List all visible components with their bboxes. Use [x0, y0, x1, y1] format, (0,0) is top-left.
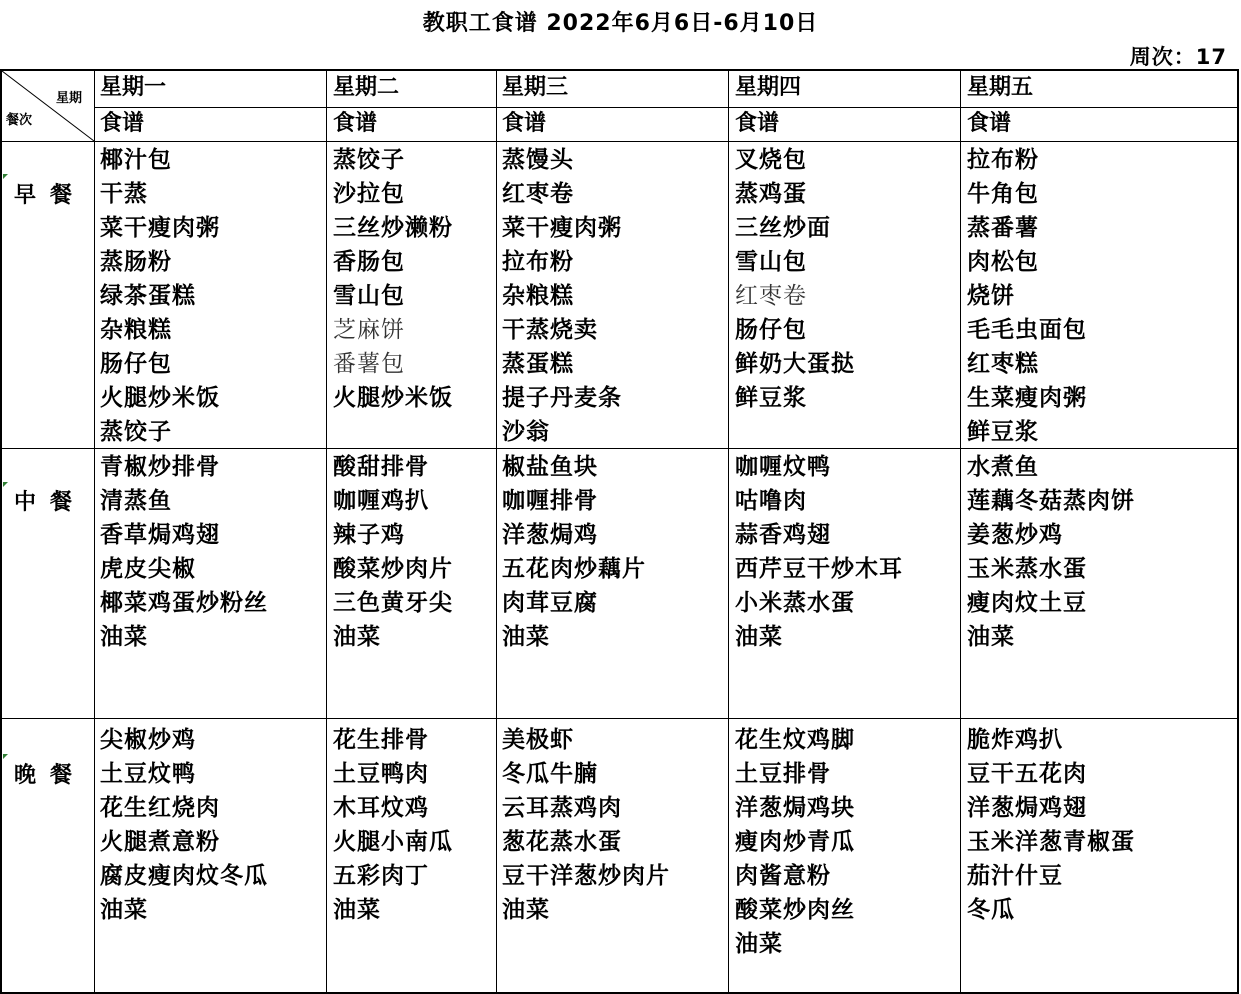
dish-item: 叉烧包 [735, 147, 807, 173]
dish-item: 土豆鸭肉 [333, 761, 429, 787]
dish-item: 瘦肉炆土豆 [967, 590, 1087, 616]
dish-item: 脆炸鸡扒 [967, 727, 1063, 753]
dish-item: 火腿炒米饭 [100, 385, 220, 411]
dish-item: 姜葱炒鸡 [967, 522, 1063, 548]
dish-item: 三色黄牙尖 [333, 590, 453, 616]
dish-item: 辣子鸡 [333, 522, 405, 548]
dish-item: 杂粮糕 [100, 317, 172, 343]
dish-item: 香草焗鸡翅 [100, 522, 220, 548]
dish-item: 绿茶蛋糕 [100, 283, 196, 309]
day-header-fri: 星期五 [967, 75, 1034, 100]
dish-item: 冬瓜牛腩 [502, 761, 598, 787]
dish-item: 酸菜炒肉片 [333, 556, 453, 582]
dish-item: 咖喱炆鸭 [735, 454, 831, 480]
dish-item: 洋葱焗鸡块 [735, 795, 855, 821]
menu-cell [100, 723, 268, 927]
week-number: 周次：17 [1129, 45, 1227, 69]
corner-header-day: 星期 [56, 91, 83, 106]
dish-item: 木耳炆鸡 [333, 795, 429, 821]
dish-item: 雪山包 [333, 283, 405, 309]
col-divider [326, 71, 327, 994]
menu-cell [967, 450, 1135, 654]
dish-item: 油菜 [502, 897, 550, 923]
dish-item: 花生红烧肉 [100, 795, 220, 821]
menu-cell [502, 723, 670, 927]
dish-item: 酸甜排骨 [333, 454, 429, 480]
dish-item: 酸菜炒肉丝 [735, 897, 855, 923]
dish-item: 油菜 [333, 897, 381, 923]
dish-item: 尖椒炒鸡 [100, 727, 196, 753]
day-header-thu: 星期四 [735, 75, 802, 100]
recipe-subheader: 食谱 [333, 111, 378, 136]
dish-item: 火腿小南瓜 [333, 829, 453, 855]
dish-item: 蒸蛋糕 [502, 351, 574, 377]
menu-cell [100, 143, 220, 449]
dish-item: 玉米洋葱青椒蛋 [967, 829, 1135, 855]
dish-item: 菜干瘦肉粥 [100, 215, 220, 241]
dish-item: 红枣卷 [502, 181, 574, 207]
dish-item: 莲藕冬菇蒸肉饼 [967, 488, 1135, 514]
dish-item: 鲜豆浆 [735, 385, 807, 411]
dish-item: 油菜 [333, 624, 381, 650]
dish-item: 三丝炒面 [735, 215, 831, 241]
dish-item: 鲜豆浆 [967, 419, 1039, 445]
dish-item: 蒸肠粉 [100, 249, 172, 275]
dish-item: 蒸馒头 [502, 147, 574, 173]
col-divider [496, 71, 497, 994]
cell-marker [3, 754, 8, 759]
day-header-wed: 星期三 [502, 75, 569, 100]
dish-item: 洋葱焗鸡翅 [967, 795, 1087, 821]
dish-item: 油菜 [100, 624, 148, 650]
dish-item: 火腿煮意粉 [100, 829, 220, 855]
meal-label-breakfast: 早餐 [14, 183, 87, 208]
dish-item: 蒸饺子 [100, 419, 172, 445]
menu-cell [967, 143, 1087, 449]
menu-cell [100, 450, 268, 654]
col-divider [94, 71, 95, 994]
menu-cell [333, 723, 453, 927]
dish-item: 五彩肉丁 [333, 863, 429, 889]
recipe-subheader: 食谱 [967, 111, 1012, 136]
dish-item: 花生排骨 [333, 727, 429, 753]
dish-item: 香肠包 [333, 249, 405, 275]
menu-cell [735, 143, 855, 415]
menu-table [0, 69, 1239, 994]
dish-item: 肠仔包 [735, 317, 807, 343]
dish-item: 洋葱焗鸡 [502, 522, 598, 548]
col-divider [728, 71, 729, 994]
dish-item: 沙拉包 [333, 181, 405, 207]
col-divider [960, 71, 961, 994]
dish-item: 油菜 [735, 624, 783, 650]
row-divider [95, 107, 1239, 108]
recipe-subheader: 食谱 [735, 111, 780, 136]
dish-item: 葱花蒸水蛋 [502, 829, 622, 855]
dish-item: 油菜 [502, 624, 550, 650]
dish-item: 咕噜肉 [735, 488, 807, 514]
dish-item: 清蒸鱼 [100, 488, 172, 514]
dish-item: 干蒸 [100, 181, 148, 207]
dish-item: 美极虾 [502, 727, 574, 753]
dish-item: 火腿炒米饭 [333, 385, 453, 411]
dish-item: 三丝炒濑粉 [333, 215, 453, 241]
dish-item: 肉茸豆腐 [502, 590, 598, 616]
dish-item: 蒜香鸡翅 [735, 522, 831, 548]
dish-item: 提子丹麦条 [502, 385, 622, 411]
day-header-tue: 星期二 [333, 75, 400, 100]
dish-item: 鲜奶大蛋挞 [735, 351, 855, 377]
recipe-subheader: 食谱 [100, 111, 145, 136]
menu-cell [967, 723, 1135, 927]
dish-item: 红枣卷 [735, 283, 807, 309]
dish-item: 拉布粉 [967, 147, 1039, 173]
dish-item: 蒸饺子 [333, 147, 405, 173]
day-header-mon: 星期一 [100, 75, 167, 100]
dish-item: 红枣糕 [967, 351, 1039, 377]
menu-cell [502, 450, 646, 654]
dish-item: 腐皮瘦肉炆冬瓜 [100, 863, 268, 889]
dish-item: 玉米蒸水蛋 [967, 556, 1087, 582]
dish-item: 云耳蒸鸡肉 [502, 795, 622, 821]
dish-item: 茄汁什豆 [967, 863, 1063, 889]
dish-item: 虎皮尖椒 [100, 556, 196, 582]
dish-item: 菜干瘦肉粥 [502, 215, 622, 241]
dish-item: 五花肉炒藕片 [502, 556, 646, 582]
dish-item: 杂粮糕 [502, 283, 574, 309]
dish-item: 青椒炒排骨 [100, 454, 220, 480]
dish-item: 咖喱鸡扒 [333, 488, 429, 514]
dish-item: 豆干洋葱炒肉片 [502, 863, 670, 889]
corner-header-meal: 餐次 [6, 113, 33, 128]
menu-cell [333, 450, 453, 654]
dish-item: 咖喱排骨 [502, 488, 598, 514]
cell-marker [3, 482, 8, 487]
dish-item: 牛角包 [967, 181, 1039, 207]
dish-item: 芝麻饼 [333, 317, 405, 343]
dish-item: 小米蒸水蛋 [735, 590, 855, 616]
corner-diagonal [2, 71, 95, 142]
dish-item: 肠仔包 [100, 351, 172, 377]
menu-cell [333, 143, 453, 415]
dish-item: 雪山包 [735, 249, 807, 275]
dish-item: 水煮鱼 [967, 454, 1039, 480]
dish-item: 土豆排骨 [735, 761, 831, 787]
dish-item: 干蒸烧卖 [502, 317, 598, 343]
dish-item: 肉酱意粉 [735, 863, 831, 889]
dish-item: 沙翁 [502, 419, 550, 445]
dish-item: 烧饼 [967, 283, 1015, 309]
menu-cell [735, 723, 855, 961]
meal-label-dinner: 晚餐 [14, 763, 87, 788]
dish-item: 豆干五花肉 [967, 761, 1087, 787]
dish-item: 蒸番薯 [967, 215, 1039, 241]
dish-item: 拉布粉 [502, 249, 574, 275]
menu-cell [735, 450, 903, 654]
dish-item: 生菜瘦肉粥 [967, 385, 1087, 411]
dish-item: 西芹豆干炒木耳 [735, 556, 903, 582]
dish-item: 毛毛虫面包 [967, 317, 1087, 343]
menu-cell [502, 143, 622, 449]
dish-item: 冬瓜 [967, 897, 1015, 923]
dish-item: 花生炆鸡脚 [735, 727, 855, 753]
dish-item: 椒盐鱼块 [502, 454, 598, 480]
meal-label-lunch: 中餐 [14, 490, 87, 515]
dish-item: 番薯包 [333, 351, 405, 377]
dish-item: 油菜 [100, 897, 148, 923]
cell-marker [3, 174, 8, 179]
recipe-subheader: 食谱 [502, 111, 547, 136]
dish-item: 椰菜鸡蛋炒粉丝 [100, 590, 268, 616]
row-divider [2, 718, 1239, 719]
dish-item: 油菜 [735, 931, 783, 957]
dish-item: 土豆炆鸭 [100, 761, 196, 787]
dish-item: 瘦肉炒青瓜 [735, 829, 855, 855]
dish-item: 蒸鸡蛋 [735, 181, 807, 207]
dish-item: 椰汁包 [100, 147, 172, 173]
dish-item: 油菜 [967, 624, 1015, 650]
dish-item: 肉松包 [967, 249, 1039, 275]
row-divider [2, 141, 1239, 142]
page-title: 教职工食谱 2022年6月6日-6月10日 [422, 11, 819, 36]
